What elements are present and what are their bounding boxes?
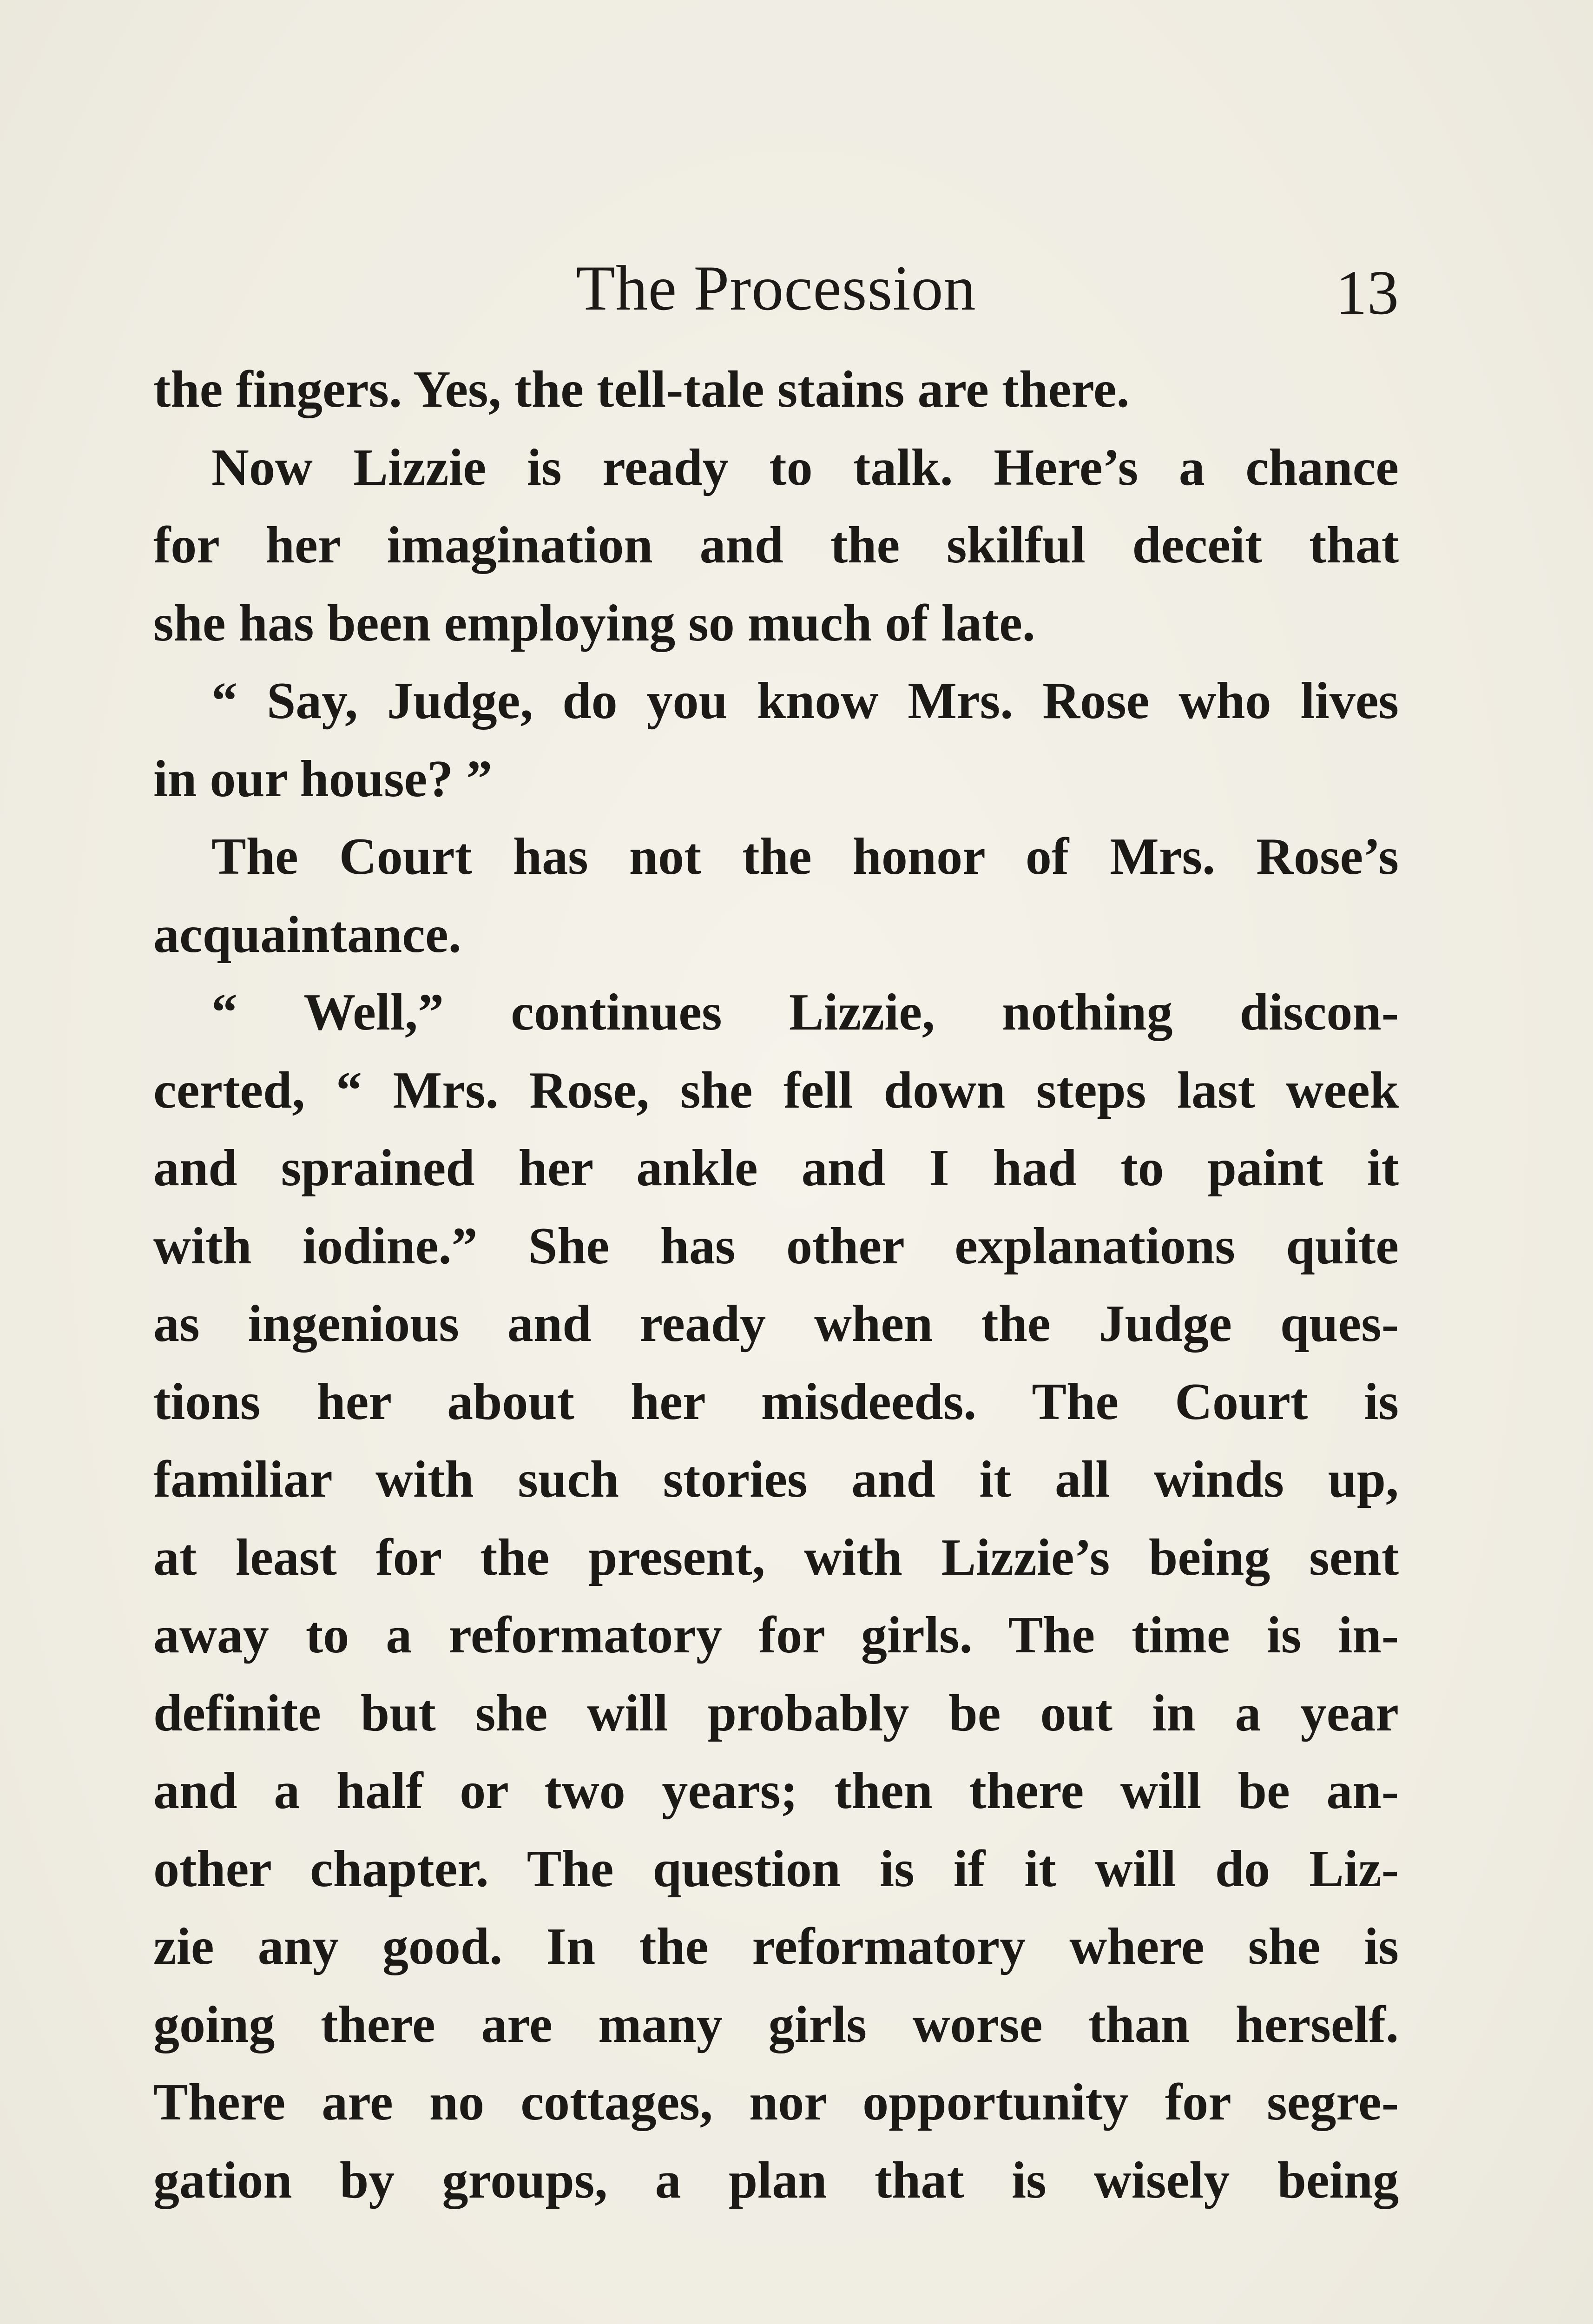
text-line: gation by groups, a plan that is wisely being [153, 2151, 1399, 2209]
text-line: in our house? ” [153, 750, 493, 808]
text-line: other chapter. The question is if it will do Liz- [153, 1840, 1399, 1898]
text-line: tions her about her misdeeds. The Court is [153, 1373, 1399, 1431]
text-line: for her imagination and the skilful deceit that [153, 516, 1399, 574]
text-line: There are no cottages, nor opportunity for segre- [153, 2073, 1399, 2131]
text-line: and a half or two years; then there will be an- [153, 1762, 1399, 1820]
text-line: Now Lizzie is ready to talk. Here’s a chance [211, 438, 1399, 496]
text-line: she has been employing so much of late. [153, 594, 1035, 652]
text-line: going there are many girls worse than herself. [153, 1995, 1399, 2053]
text-line: “ Say, Judge, do you know Mrs. Rose who lives [211, 672, 1399, 730]
text-line: “ Well,” continues Lizzie, nothing discon- [211, 984, 1399, 1041]
text-line: The Court has not the honor of Mrs. Rose’s [211, 828, 1399, 885]
running-title: The Procession [576, 252, 976, 324]
text-line: zie any good. In the reformatory where she is [153, 1918, 1399, 1975]
text-line: certed, “ Mrs. Rose, she fell down steps last week [153, 1061, 1399, 1119]
text-line: familiar with such stories and it all winds up, [153, 1451, 1399, 1508]
text-line: and sprained her ankle and I had to paint it [153, 1139, 1399, 1197]
text-line: at least for the present, with Lizzie’s being sent [153, 1528, 1399, 1586]
text-line: definite but she will probably be out in a year [153, 1684, 1399, 1742]
text-line: as ingenious and ready when the Judge ques- [153, 1295, 1399, 1353]
text-line: with iodine.” She has other explanations quite [153, 1217, 1399, 1275]
page-number: 13 [1336, 258, 1399, 328]
text-line: the fingers. Yes, the tell-tale stains are there. [153, 361, 1130, 418]
text-line: acquaintance. [153, 905, 461, 964]
body-text [153, 351, 1399, 2219]
text-line: away to a reformatory for girls. The time is in- [153, 1606, 1399, 1664]
running-head [153, 251, 1399, 328]
